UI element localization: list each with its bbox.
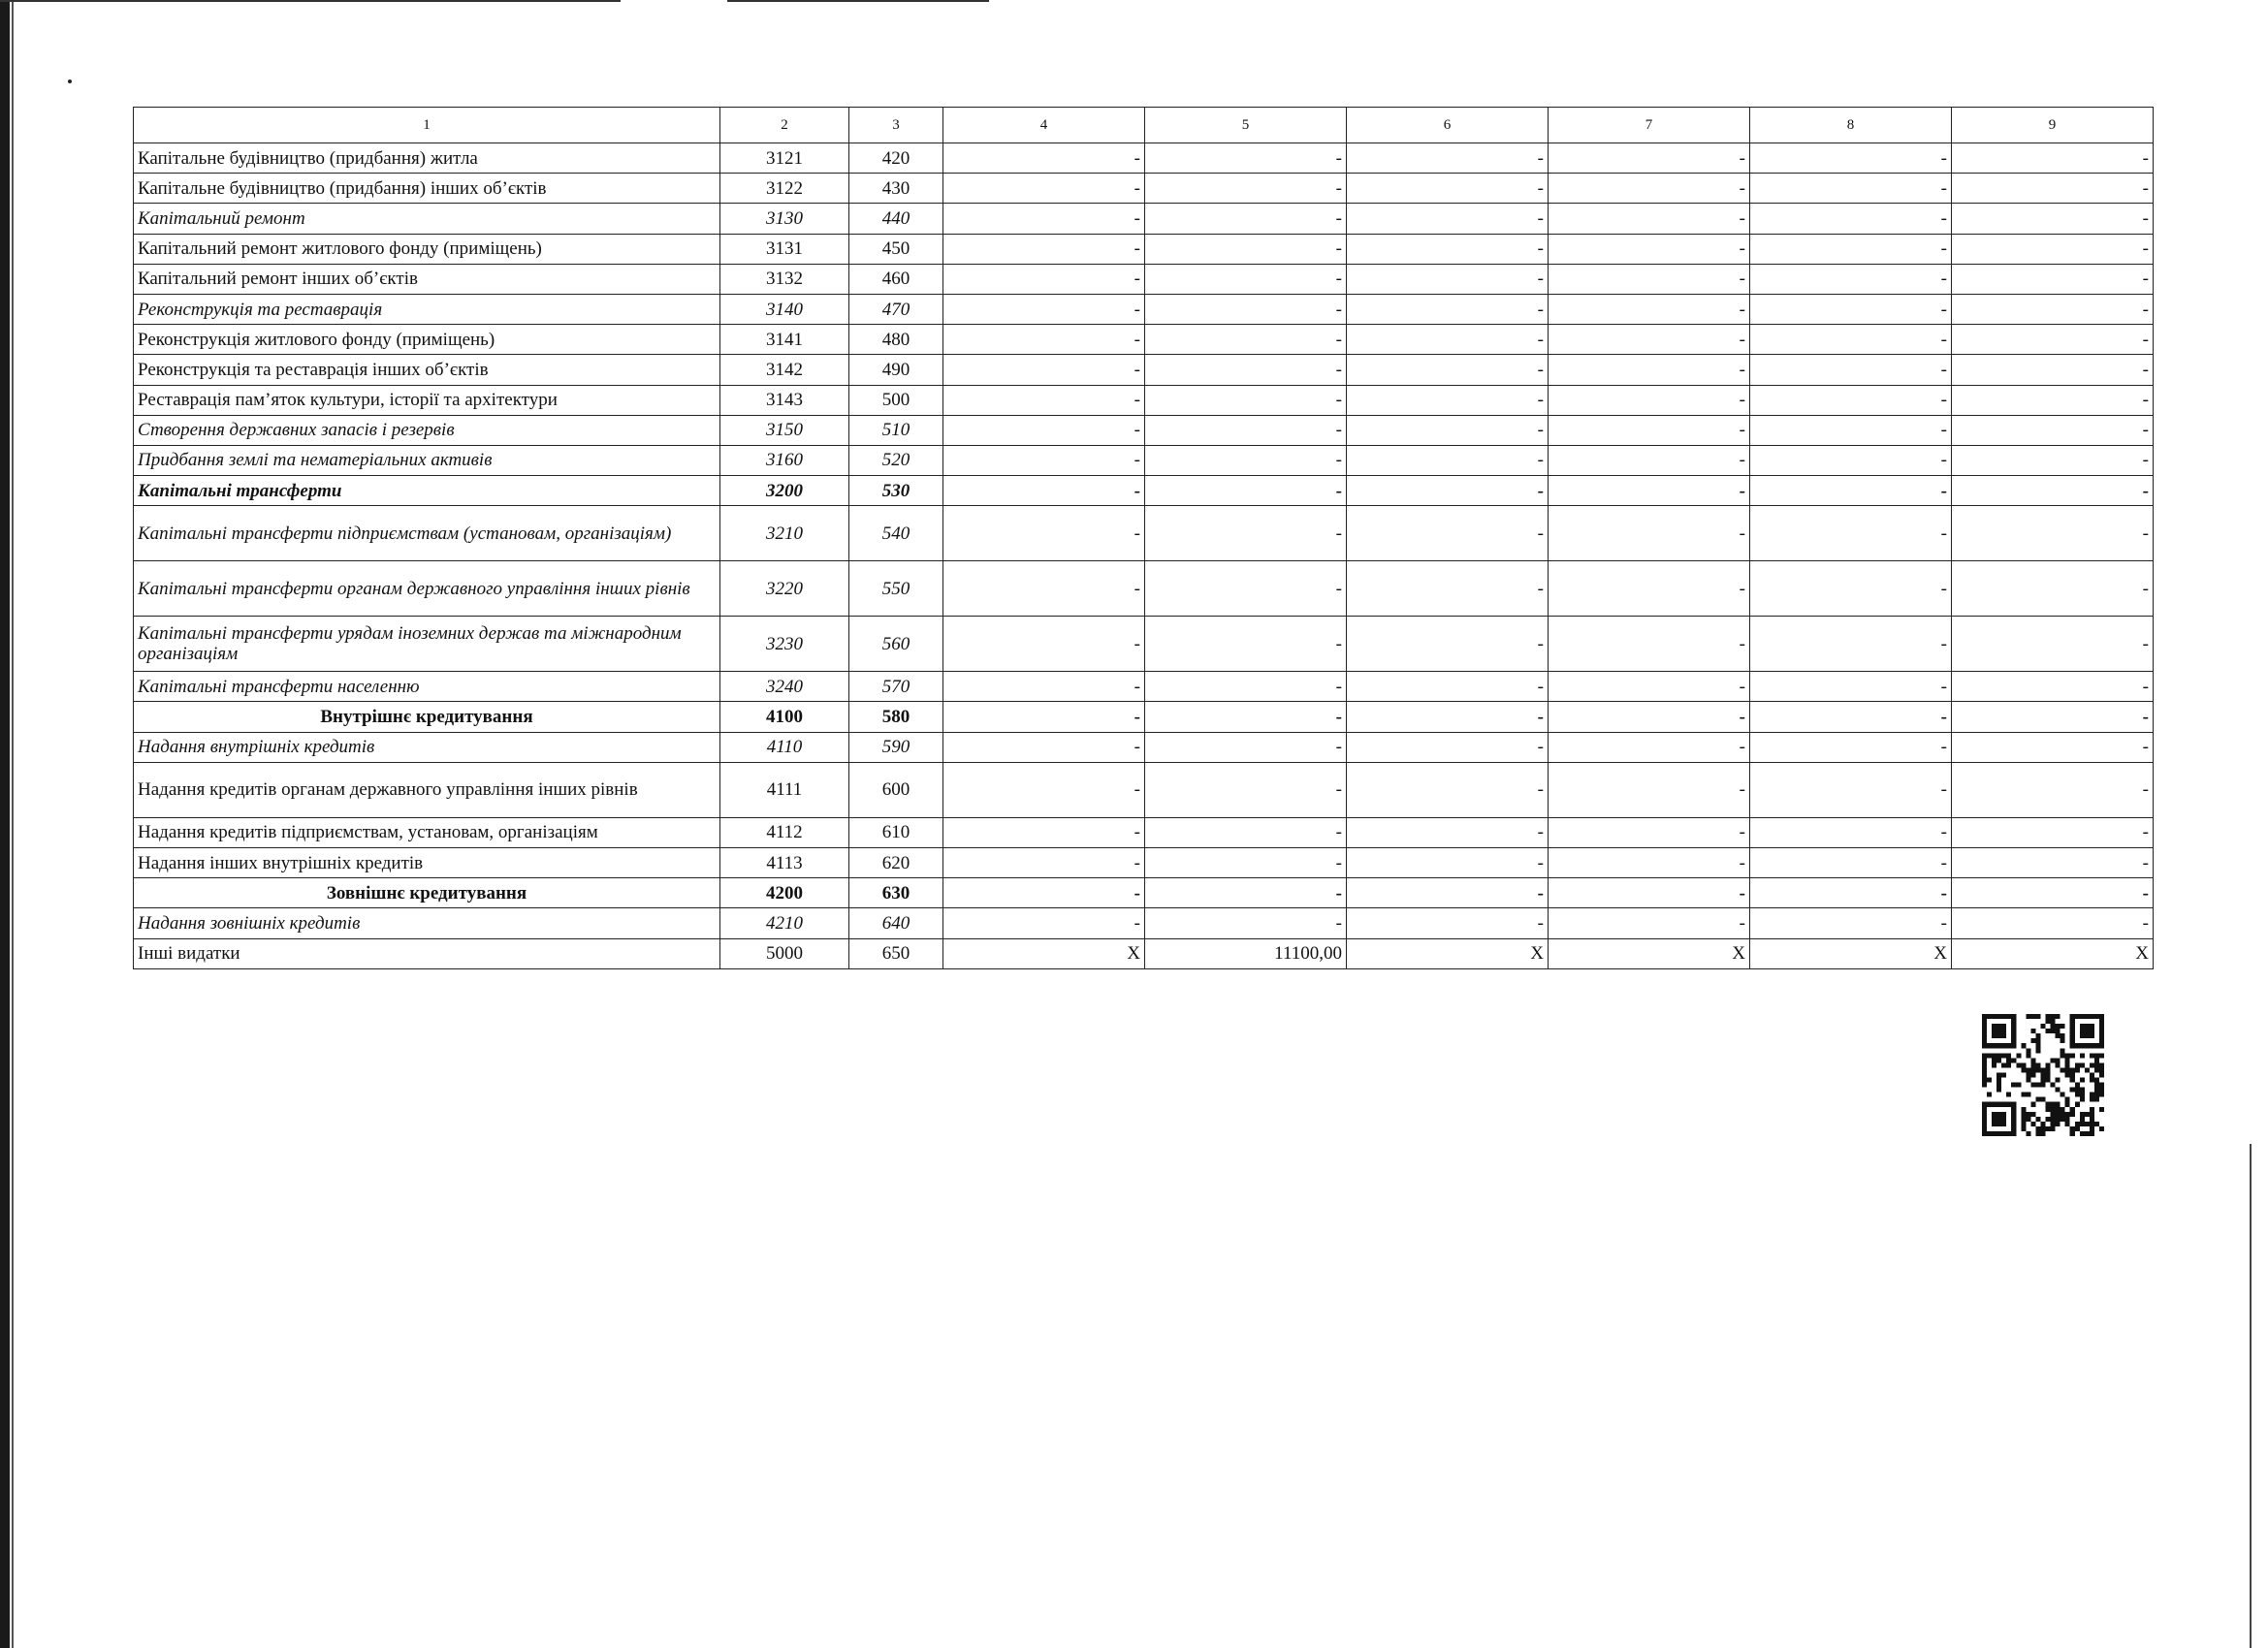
line-code: 550 [849, 561, 943, 617]
row-label: Надання зовнішніх кредитів [134, 908, 720, 938]
value-cell: - [1549, 204, 1750, 234]
value-cell: - [943, 702, 1145, 732]
value-cell: - [1549, 174, 1750, 204]
table-row [134, 385, 2154, 415]
table-row [134, 848, 2154, 878]
value-cell: - [1145, 234, 1347, 264]
value-cell: - [1145, 672, 1347, 702]
value-cell: - [1145, 476, 1347, 506]
value-cell: X [1750, 938, 1952, 968]
row-label: Реконструкція житлового фонду (приміщень) [134, 325, 720, 355]
table-row [134, 908, 2154, 938]
kekv-code: 4100 [720, 702, 849, 732]
row-label: Створення державних запасів і резервів [134, 415, 720, 445]
value-cell: - [1952, 445, 2154, 475]
value-cell: - [1952, 878, 2154, 908]
line-code: 480 [849, 325, 943, 355]
value-cell: - [1549, 355, 1750, 385]
table-row [134, 878, 2154, 908]
kekv-code: 4113 [720, 848, 849, 878]
value-cell: - [1549, 702, 1750, 732]
value-cell: - [1952, 817, 2154, 847]
line-code: 560 [849, 617, 943, 672]
value-cell: - [1549, 817, 1750, 847]
row-label: Капітальні трансферти урядам іноземних держав та міжнародним організаціям [134, 617, 720, 672]
table-row [134, 476, 2154, 506]
value-cell: - [943, 672, 1145, 702]
table-row [134, 762, 2154, 817]
value-cell: - [943, 385, 1145, 415]
value-cell: - [1145, 762, 1347, 817]
row-label: Капітальні трансферти населенню [134, 672, 720, 702]
value-cell: - [1549, 848, 1750, 878]
value-cell: - [1347, 878, 1549, 908]
value-cell: - [1952, 908, 2154, 938]
value-cell: - [1750, 561, 1952, 617]
line-code: 630 [849, 878, 943, 908]
value-cell: - [1750, 878, 1952, 908]
value-cell: 11100,00 [1145, 938, 1347, 968]
value-cell: - [1750, 617, 1952, 672]
value-cell: - [1549, 762, 1750, 817]
qr-code-icon [1982, 1014, 2104, 1136]
table-row [134, 204, 2154, 234]
value-cell: - [1549, 476, 1750, 506]
value-cell: - [1347, 355, 1549, 385]
table-row [134, 938, 2154, 968]
value-cell: - [943, 561, 1145, 617]
line-code: 650 [849, 938, 943, 968]
row-label: Реконструкція та реставрація інших об’єктів [134, 355, 720, 385]
line-code: 570 [849, 672, 943, 702]
header-cell: 4 [943, 108, 1145, 143]
line-code: 510 [849, 415, 943, 445]
value-cell: - [1347, 174, 1549, 204]
value-cell: - [1347, 762, 1549, 817]
value-cell: - [1347, 617, 1549, 672]
row-label: Реставрація пам’яток культури, історії та архітектури [134, 385, 720, 415]
kekv-code: 4111 [720, 762, 849, 817]
kekv-code: 4200 [720, 878, 849, 908]
kekv-code: 3132 [720, 264, 849, 294]
header-cell: 7 [1549, 108, 1750, 143]
value-cell: - [1145, 204, 1347, 234]
value-cell: - [943, 848, 1145, 878]
table-row [134, 561, 2154, 617]
value-cell: - [1347, 817, 1549, 847]
value-cell: - [1952, 294, 2154, 324]
row-label: Капітальний ремонт інших об’єктів [134, 264, 720, 294]
value-cell: - [1347, 143, 1549, 174]
value-cell: - [1549, 445, 1750, 475]
value-cell: - [1750, 445, 1952, 475]
line-code: 430 [849, 174, 943, 204]
value-cell: - [1952, 355, 2154, 385]
line-code: 610 [849, 817, 943, 847]
value-cell: - [943, 908, 1145, 938]
value-cell: - [1750, 672, 1952, 702]
value-cell: - [1549, 234, 1750, 264]
value-cell: - [1952, 762, 2154, 817]
value-cell: - [1549, 325, 1750, 355]
row-label: Надання кредитів органам державного управління інших рівнів [134, 762, 720, 817]
kekv-code: 3200 [720, 476, 849, 506]
row-label: Капітальне будівництво (придбання) житла [134, 143, 720, 174]
kekv-code: 3160 [720, 445, 849, 475]
value-cell: - [1347, 294, 1549, 324]
header-cell: 2 [720, 108, 849, 143]
value-cell: - [1347, 732, 1549, 762]
value-cell: - [1145, 294, 1347, 324]
value-cell: - [1750, 476, 1952, 506]
table-row [134, 617, 2154, 672]
table-row [134, 174, 2154, 204]
value-cell: - [943, 234, 1145, 264]
kekv-code: 3143 [720, 385, 849, 415]
value-cell: - [1952, 204, 2154, 234]
value-cell: - [943, 325, 1145, 355]
value-cell: - [1952, 848, 2154, 878]
value-cell: - [943, 264, 1145, 294]
value-cell: - [943, 476, 1145, 506]
line-code: 600 [849, 762, 943, 817]
value-cell: - [943, 355, 1145, 385]
table-row [134, 355, 2154, 385]
value-cell: X [1347, 938, 1549, 968]
value-cell: - [1952, 234, 2154, 264]
value-cell: - [1347, 445, 1549, 475]
value-cell: - [1347, 234, 1549, 264]
scan-edge-top [0, 0, 621, 2]
line-code: 520 [849, 445, 943, 475]
row-label: Надання інших внутрішніх кредитів [134, 848, 720, 878]
value-cell: - [1347, 204, 1549, 234]
value-cell: - [1145, 355, 1347, 385]
value-cell: - [1549, 264, 1750, 294]
row-label: Надання внутрішніх кредитів [134, 732, 720, 762]
value-cell: - [1145, 445, 1347, 475]
value-cell: - [1952, 561, 2154, 617]
value-cell: - [1750, 415, 1952, 445]
kekv-code: 3150 [720, 415, 849, 445]
kekv-code: 3140 [720, 294, 849, 324]
table-row [134, 143, 2154, 174]
row-label: Капітальні трансферти [134, 476, 720, 506]
value-cell: - [1750, 234, 1952, 264]
value-cell: - [943, 415, 1145, 445]
scan-speck [68, 79, 72, 83]
value-cell: - [1145, 878, 1347, 908]
kekv-code: 3131 [720, 234, 849, 264]
value-cell: - [1145, 617, 1347, 672]
scan-edge-right [2250, 1144, 2252, 1648]
value-cell: - [1549, 732, 1750, 762]
value-cell: - [943, 817, 1145, 847]
value-cell: - [943, 732, 1145, 762]
value-cell: - [943, 878, 1145, 908]
value-cell: - [1347, 506, 1549, 561]
table-row [134, 672, 2154, 702]
value-cell: - [1145, 561, 1347, 617]
kekv-code: 4110 [720, 732, 849, 762]
table-row [134, 732, 2154, 762]
row-label: Надання кредитів підприємствам, установам, організаціям [134, 817, 720, 847]
row-label: Капітальний ремонт [134, 204, 720, 234]
value-cell: X [1549, 938, 1750, 968]
kekv-code: 3130 [720, 204, 849, 234]
value-cell: - [943, 174, 1145, 204]
value-cell: - [1145, 702, 1347, 732]
value-cell: - [1145, 143, 1347, 174]
row-label: Капітальні трансферти підприємствам (установам, організаціям) [134, 506, 720, 561]
value-cell: - [1750, 762, 1952, 817]
value-cell: - [943, 445, 1145, 475]
value-cell: - [1549, 143, 1750, 174]
value-cell: - [943, 294, 1145, 324]
line-code: 470 [849, 294, 943, 324]
value-cell: - [1952, 476, 2154, 506]
value-cell: - [1952, 325, 2154, 355]
value-cell: - [1549, 385, 1750, 415]
line-code: 440 [849, 204, 943, 234]
kekv-code: 3142 [720, 355, 849, 385]
scan-edge-left [0, 0, 10, 1648]
kekv-code: 3122 [720, 174, 849, 204]
value-cell: - [943, 762, 1145, 817]
line-code: 540 [849, 506, 943, 561]
value-cell: - [1549, 908, 1750, 938]
table-row [134, 415, 2154, 445]
value-cell: - [1347, 476, 1549, 506]
row-label: Зовнішнє кредитування [134, 878, 720, 908]
value-cell: - [1347, 325, 1549, 355]
value-cell: - [1750, 702, 1952, 732]
line-code: 490 [849, 355, 943, 385]
table-row [134, 445, 2154, 475]
value-cell: X [943, 938, 1145, 968]
value-cell: - [1750, 848, 1952, 878]
value-cell: - [1549, 617, 1750, 672]
value-cell: - [1952, 672, 2154, 702]
value-cell: - [1145, 264, 1347, 294]
value-cell: - [1145, 506, 1347, 561]
value-cell: - [1952, 415, 2154, 445]
kekv-code: 3141 [720, 325, 849, 355]
table-row [134, 702, 2154, 732]
line-code: 580 [849, 702, 943, 732]
value-cell: - [1750, 385, 1952, 415]
kekv-code: 5000 [720, 938, 849, 968]
value-cell: - [1952, 143, 2154, 174]
line-code: 460 [849, 264, 943, 294]
value-cell: - [1549, 672, 1750, 702]
value-cell: - [1145, 817, 1347, 847]
header-cell: 1 [134, 108, 720, 143]
value-cell: - [1145, 174, 1347, 204]
value-cell: - [1750, 143, 1952, 174]
line-code: 640 [849, 908, 943, 938]
header-cell: 8 [1750, 108, 1952, 143]
header-cell: 6 [1347, 108, 1549, 143]
value-cell: - [943, 143, 1145, 174]
value-cell: - [1347, 848, 1549, 878]
value-cell: - [1750, 817, 1952, 847]
value-cell: - [1145, 385, 1347, 415]
header-cell: 9 [1952, 108, 2154, 143]
value-cell: - [1347, 702, 1549, 732]
header-cell: 5 [1145, 108, 1347, 143]
row-label: Інші видатки [134, 938, 720, 968]
table-row [134, 234, 2154, 264]
value-cell: - [1750, 732, 1952, 762]
value-cell: - [1750, 355, 1952, 385]
table-row [134, 817, 2154, 847]
line-code: 590 [849, 732, 943, 762]
table-row [134, 264, 2154, 294]
table-body [134, 108, 2154, 969]
scan-edge-left-inner [12, 0, 14, 1648]
value-cell: - [1952, 506, 2154, 561]
line-code: 420 [849, 143, 943, 174]
value-cell: - [1750, 204, 1952, 234]
value-cell: - [1347, 672, 1549, 702]
expenditure-table [133, 107, 2154, 969]
row-label: Капітальні трансферти органам державного управління інших рівнів [134, 561, 720, 617]
value-cell: - [1549, 506, 1750, 561]
value-cell: - [1549, 294, 1750, 324]
row-label: Капітальне будівництво (придбання) інших об’єктів [134, 174, 720, 204]
table-row [134, 506, 2154, 561]
column-number-header [134, 108, 2154, 143]
kekv-code: 4112 [720, 817, 849, 847]
row-label: Внутрішнє кредитування [134, 702, 720, 732]
value-cell: - [943, 506, 1145, 561]
value-cell: - [1952, 385, 2154, 415]
kekv-code: 4210 [720, 908, 849, 938]
value-cell: - [1549, 878, 1750, 908]
value-cell: - [1145, 908, 1347, 938]
value-cell: - [1347, 908, 1549, 938]
value-cell: - [1347, 385, 1549, 415]
row-label: Реконструкція та реставрація [134, 294, 720, 324]
value-cell: - [1952, 702, 2154, 732]
scan-edge-top-2 [727, 0, 989, 2]
table-row [134, 325, 2154, 355]
kekv-code: 3220 [720, 561, 849, 617]
value-cell: - [1145, 732, 1347, 762]
line-code: 620 [849, 848, 943, 878]
value-cell: - [943, 204, 1145, 234]
value-cell: - [1750, 908, 1952, 938]
value-cell: - [1549, 415, 1750, 445]
kekv-code: 3210 [720, 506, 849, 561]
value-cell: - [1750, 294, 1952, 324]
value-cell: - [1952, 617, 2154, 672]
value-cell: - [1750, 174, 1952, 204]
value-cell: - [1750, 506, 1952, 561]
value-cell: - [1145, 325, 1347, 355]
row-label: Придбання землі та нематеріальних активів [134, 445, 720, 475]
value-cell: - [1145, 848, 1347, 878]
row-label: Капітальний ремонт житлового фонду (приміщень) [134, 234, 720, 264]
table-row [134, 294, 2154, 324]
value-cell: - [1952, 732, 2154, 762]
value-cell: - [1952, 264, 2154, 294]
value-cell: - [1347, 415, 1549, 445]
kekv-code: 3121 [720, 143, 849, 174]
value-cell: - [1549, 561, 1750, 617]
line-code: 450 [849, 234, 943, 264]
value-cell: - [1750, 325, 1952, 355]
value-cell: - [1347, 264, 1549, 294]
line-code: 500 [849, 385, 943, 415]
header-cell: 3 [849, 108, 943, 143]
value-cell: - [1750, 264, 1952, 294]
value-cell: X [1952, 938, 2154, 968]
value-cell: - [1145, 415, 1347, 445]
line-code: 530 [849, 476, 943, 506]
kekv-code: 3230 [720, 617, 849, 672]
value-cell: - [943, 617, 1145, 672]
value-cell: - [1347, 561, 1549, 617]
value-cell: - [1952, 174, 2154, 204]
kekv-code: 3240 [720, 672, 849, 702]
